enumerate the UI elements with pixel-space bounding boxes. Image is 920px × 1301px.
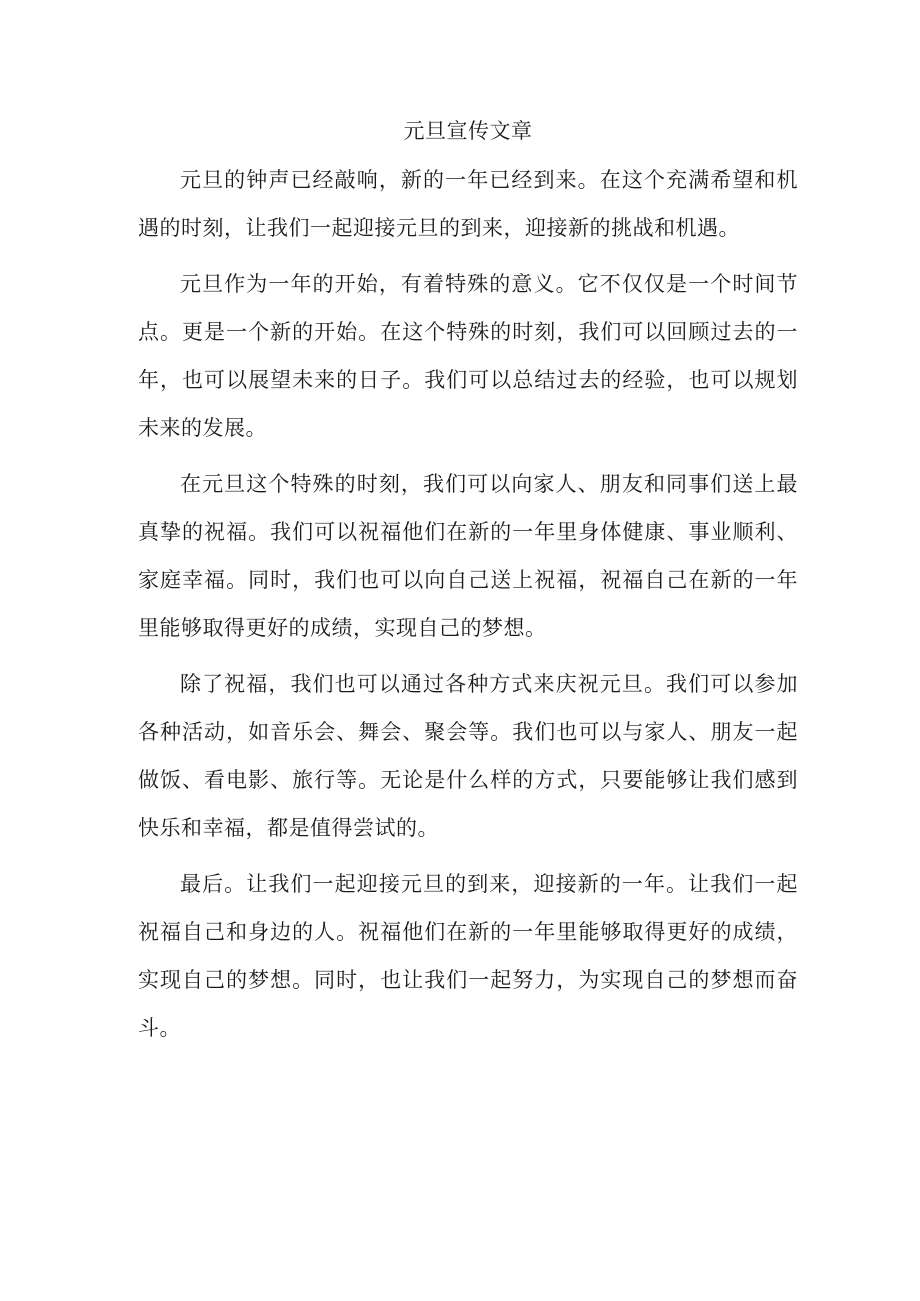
document-body [138,112,798,1060]
document-title: 元旦宣传文章 [403,119,533,143]
paragraph-5: 最后。让我们一起迎接元旦的到来，迎接新的一年。让我们一起祝福自己和身边的人。祝福他们在新的一年里能够取得更好的成绩，实现自己的梦想。同时，也让我们一起努力，为实现自己的梦想而奋斗。 [138,872,798,1040]
paragraph-2: 元旦作为一年的开始，有着特殊的意义。它不仅仅是一个时间节点。更是一个新的开始。在这个特殊的时刻，我们可以回顾过去的一年，也可以展望未来的日子。我们可以总结过去的经验，也可以规划未来的发展。 [138,272,798,440]
paragraph-4: 除了祝福，我们也可以通过各种方式来庆祝元旦。我们可以参加各种活动，如音乐会、舞会、聚会等。我们也可以与家人、朋友一起做饭、看电影、旅行等。无论是什么样的方式，只要能够让我们感到快乐和幸福，都是值得尝试的。 [138,672,798,840]
paragraph-1: 元旦的钟声已经敲响，新的一年已经到来。在这个充满希望和机遇的时刻，让我们一起迎接元旦的到来，迎接新的挑战和机遇。 [138,168,798,240]
paragraph-3: 在元旦这个特殊的时刻，我们可以向家人、朋友和同事们送上最真挚的祝福。我们可以祝福他们在新的一年里身体健康、事业顺利、家庭幸福。同时，我们也可以向自己送上祝福，祝福自己在新的一年里能够取得更好的成绩，实现自己的梦想。 [138,472,798,640]
